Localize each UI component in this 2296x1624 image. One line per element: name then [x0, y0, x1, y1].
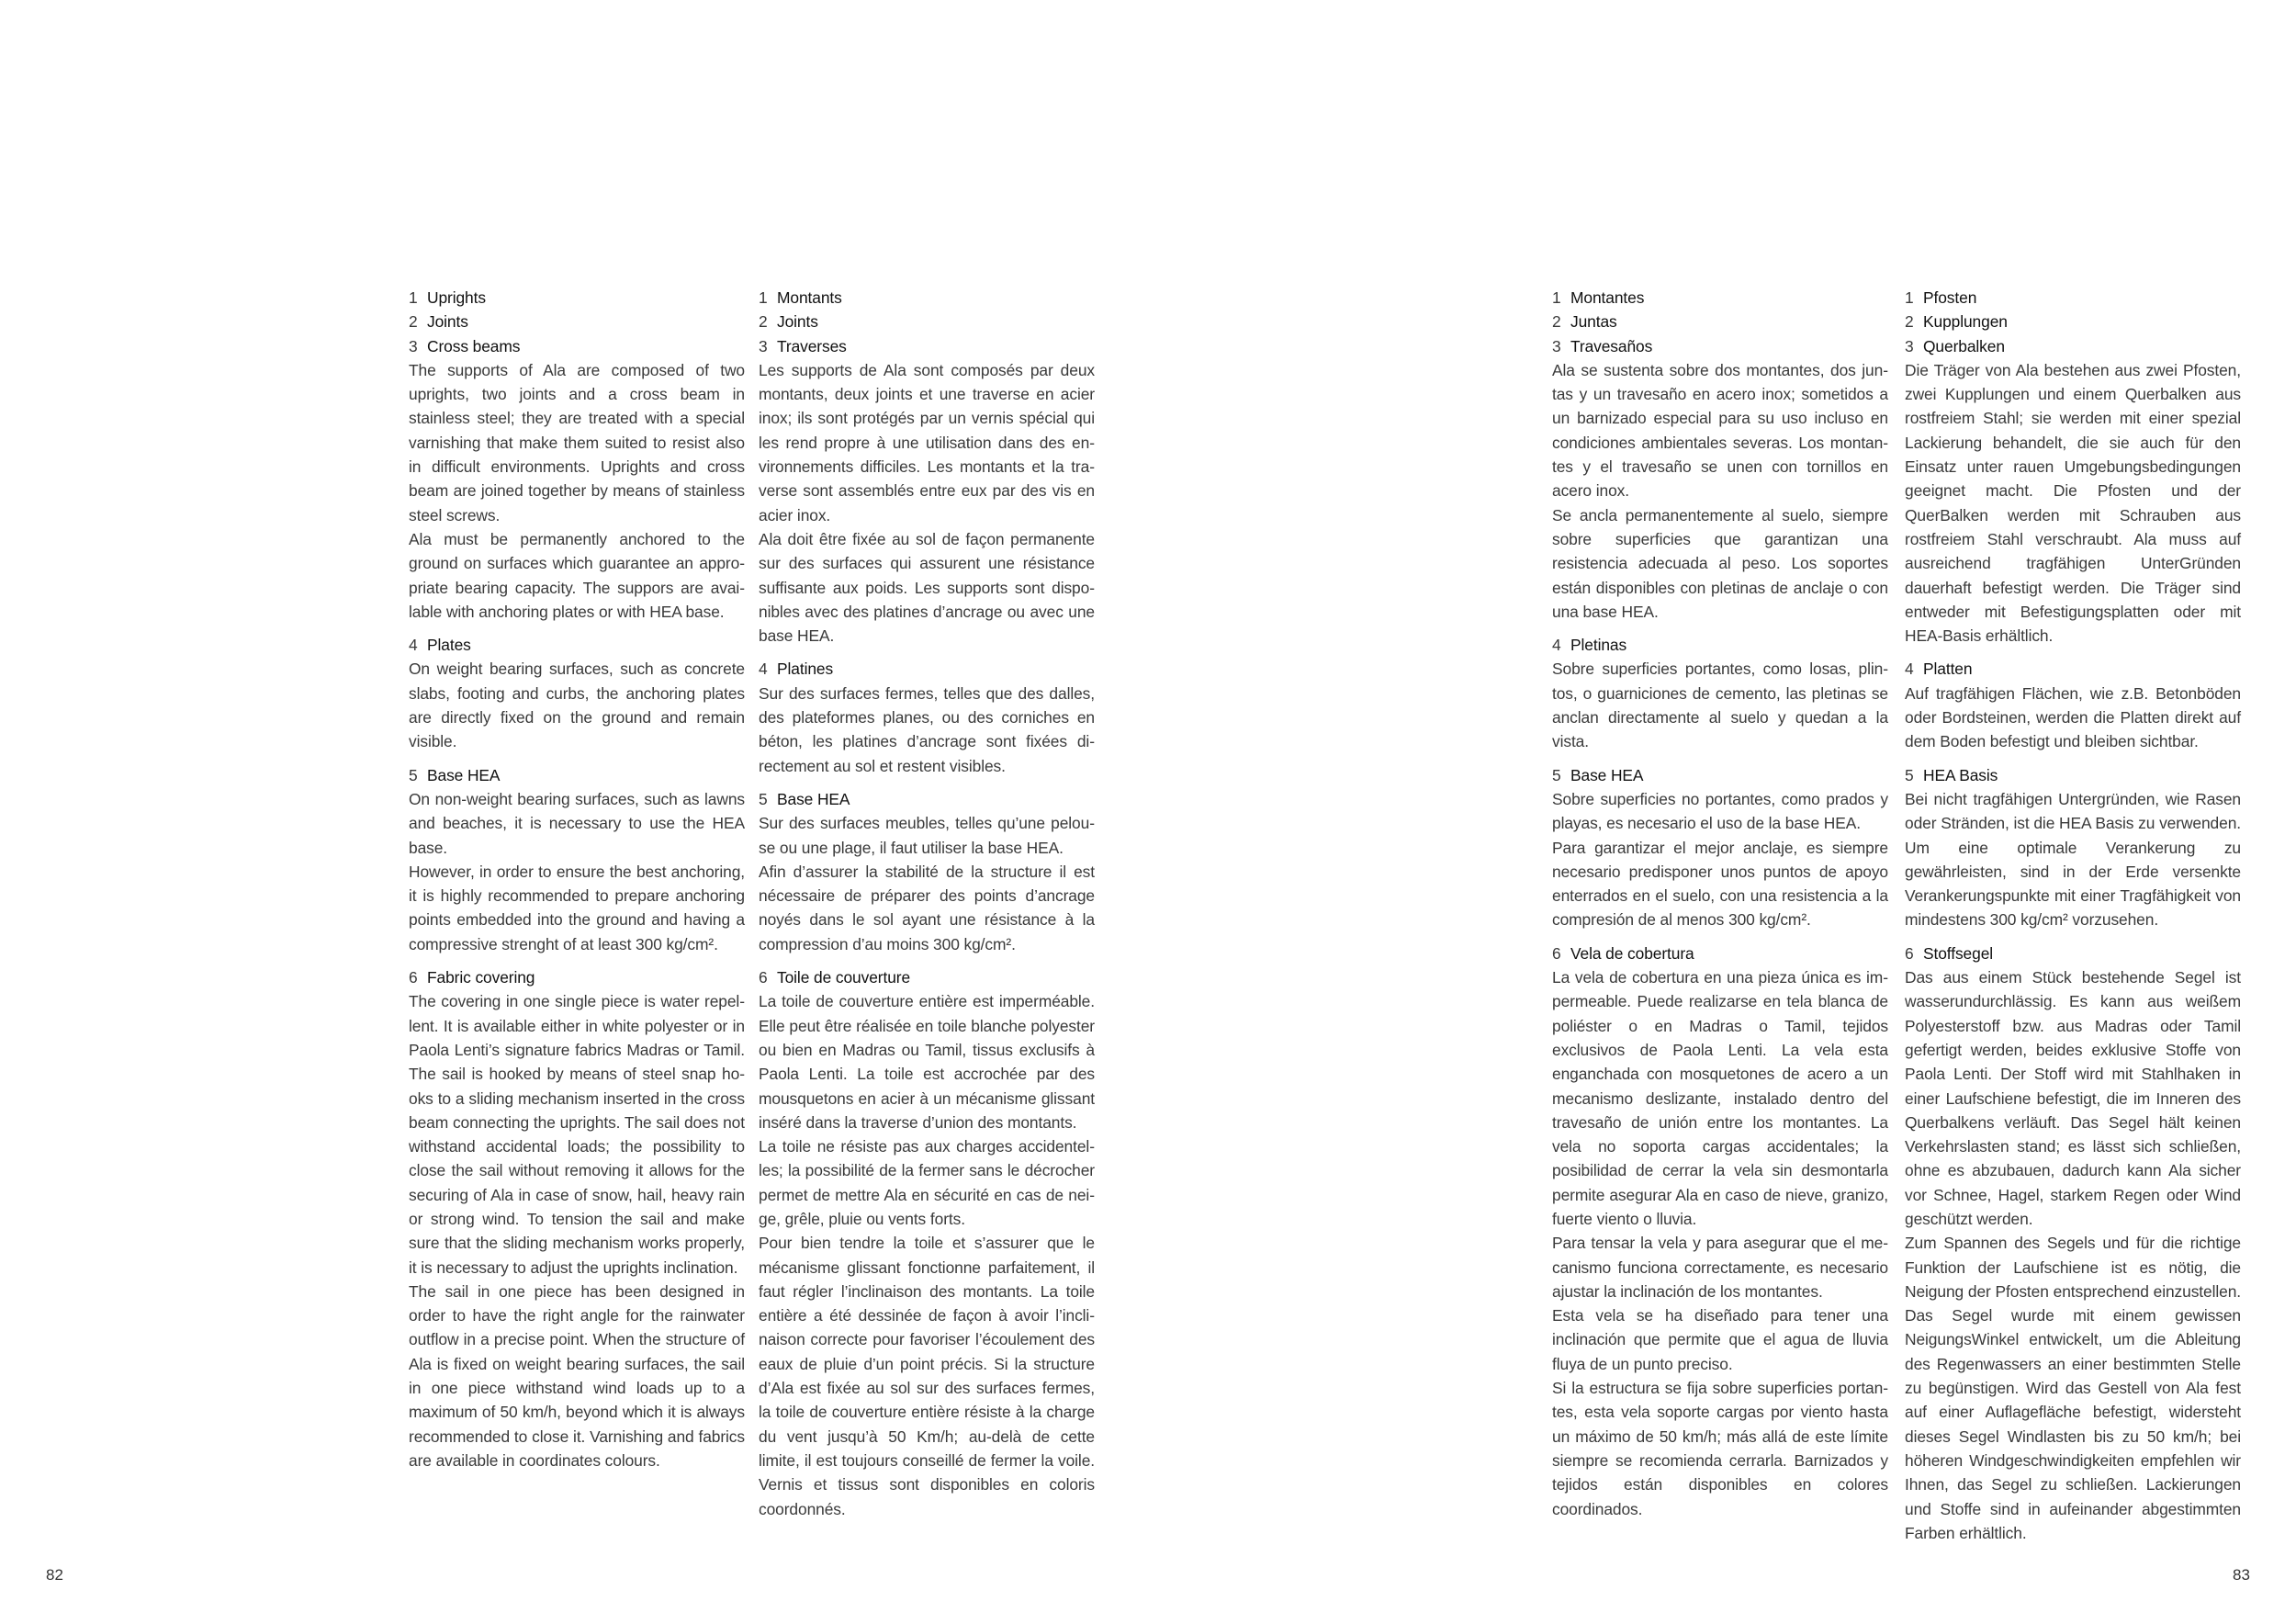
section-hea-basis	[1905, 763, 2241, 932]
section-heading: 5 Base HEA	[759, 789, 850, 808]
paragraph: Sobre superficies no portantes, como prados y playas, es necesario el uso de la base HEA.	[1552, 789, 1888, 833]
components-list	[759, 286, 1095, 358]
section-vela-de-cobertura	[1552, 942, 1888, 1521]
section-base-hea	[1552, 763, 1888, 932]
paragraph: On weight bearing surfaces, such as concrete slabs, footing and curbs, the anchoring plates are directly fixed on the ground and remain visible.	[409, 660, 745, 751]
section-heading: 6 Stoffsegel	[1905, 943, 1994, 963]
paragraph: Sobre superficies portantes, como losas, plintos, o guarniciones de cemento, las pletinas se anclan directamente al suelo y quedan a la vista.	[1552, 660, 1888, 751]
component-heading: 3 Querbalken	[1905, 336, 2005, 355]
column-french	[759, 286, 1095, 1521]
components-list	[409, 286, 745, 358]
section-pletinas	[1552, 633, 1888, 753]
section-base-hea	[409, 763, 745, 956]
component-heading: 1 Montantes	[1552, 288, 1645, 307]
section-platten	[1905, 657, 2241, 753]
component-heading: 1 Pfosten	[1905, 288, 1977, 307]
component-heading: 3 Traverses	[759, 336, 847, 355]
section-heading: 5 Base HEA	[1552, 765, 1644, 784]
components-list	[1905, 286, 2241, 358]
section-toile-de-couverture	[759, 965, 1095, 1521]
component-heading: 2 Kupplungen	[1905, 312, 2008, 332]
page-number-left: 82	[46, 1566, 63, 1584]
section-heading: 4 Plates	[409, 636, 471, 655]
paragraph: The sail in one piece has been designed in order to have the right angle for the rainwater outflow in a precise point. When the structure of Ala is fixed on weight bearing surfaces, the sail in one piece withstand wind loads up to a maximum of 50 km/h, beyond which it is always recommended to close it. Varnishing and fabrics are available in coordinates colours.	[409, 1281, 745, 1470]
column-spanish	[1552, 286, 1888, 1521]
paragraph: Das aus einem Stück bestehende Segel ist wasserundurchlässig. Es kann aus weißem Polyesterstoff bzw. aus Madras oder Tamil gefertigt werden, beides exklusive Stoffe von Paola Lenti. Der Stoff wird mit Stahlhaken in einer Laufschiene befestigt, die im Inneren des Querbalkens verläuft. Das Segel hält keinen Verkehrslasten stand; es lässt sich schließen, ohne es abzubauen, dadurch kann Ala sicher vor Schnee, Hagel, starkem Regen oder Wind geschützt werden.	[1905, 968, 2241, 1228]
paragraph: Zum Spannen des Segels und für die richtige Funktion der Laufschiene ist es nötig, die Neigung der Pfosten entsprechend einzustellen. Das Segel wurde mit einem gewissen NeigungsWinkel entwickelt, um die Ableitung des Regenwassers an einer bestimmten Stelle zu begünstigen. Wird das Gestell von Ala fest auf einer Auflagefläche befestigt, widersteht dieses Segel Windlasten bis zu 50 km/h; bei höheren Windgeschwindigkeiten empfehlen wir Ihnen, das Segel zu schließen. Lackierungen und Stoffe sind in aufeinander abgestimmten Farben erhältlich.	[1905, 1234, 2241, 1542]
section-heading: 5 Base HEA	[409, 765, 501, 784]
paragraph: Se ancla permanentemente al suelo, siempre sobre superficies que garantizan una resistencia adecuada al peso. Los soportes están disponibles con pletinas de anclaje o con una base HEA.	[1552, 505, 1888, 621]
section-heading: 4 Platten	[1905, 660, 1973, 679]
paragraph: The covering in one single piece is water repellent. It is available either in white polyester or in Paola Lenti’s signature fabrics Madras or Tamil. The sail is hooked by means of steel snap hooks to a sliding mechanism inserted in the cross beam connecting the uprights. The sail does not withstand accidental loads; the possibility to close the sail without removing it allows for the securing of Ala in case of snow, hail, heavy rain or strong wind. To tension the sail and make sure that the sliding mechanism works properly, it is necessary to adjust the uprights inclination.	[409, 992, 745, 1277]
paragraph: The supports of Ala are composed of two uprights, two joints and a cross beam in stainless steel; they are treated with a special varnishing that make them suited to resist also in difficult environments. Uprights and cross beam are joined together by means of stainless steel screws.	[409, 360, 745, 524]
components-list	[1552, 286, 1888, 358]
page-number-right: 83	[2233, 1566, 2250, 1584]
section-heading: 6 Vela de cobertura	[1552, 943, 1694, 963]
paragraph: Sur des surfaces meubles, telles qu’une pelouse ou une plage, il faut utiliser la base HEA.	[759, 814, 1095, 857]
paragraph: Auf tragfähigen Flächen, wie z.B. Betonböden oder Bordsteinen, werden die Platten direkt auf dem Boden befestigt und bleiben sichtbar.	[1905, 683, 2241, 751]
component-heading: 2 Joints	[759, 312, 818, 332]
section-platines	[759, 657, 1095, 777]
column-german	[1905, 286, 2241, 1545]
paragraph: Sur des surfaces fermes, telles que des dalles, des plateformes planes, ou des corniches en béton, les platines d’ancrage sont fixées directement au sol et restent visibles.	[759, 683, 1095, 775]
component-heading: 3 Cross beams	[409, 336, 521, 355]
paragraph: Bei nicht tragfähigen Untergründen, wie Rasen oder Stränden, ist die HEA Basis zu verwenden. Um eine optimale Verankerung zu gewährleisten, sind in der Erde versenkte Verankerungspunkte mit einer Tragfähigkeit von mindestens 300 kg/cm² vorzusehen.	[1905, 789, 2241, 930]
paragraph: Die Träger von Ala bestehen aus zwei Pfosten, zwei Kupplungen und einem Querbalken aus rostfreiem Stahl; sie werden mit einer spezial Lackierung behandelt, die sie auch für den Einsatz unter rauen Umgebungsbedingungen geeignet macht. Die Pfosten und der QuerBalken werden mit Schrauben aus rostfreiem Stahl verschraubt. Ala muss auf ausreichend tragfähigen UnterGründen dauerhaft befestigt werden. Die Träger sind entweder mit Befestigungsplatten oder mit HEA-Basis erhältlich.	[1905, 360, 2241, 646]
section-stoffsegel	[1905, 942, 2241, 1545]
section-heading: 4 Pletinas	[1552, 636, 1627, 655]
section-fabric-covering	[409, 965, 745, 1472]
component-heading: 1 Montants	[759, 288, 842, 307]
section-heading: 5 HEA Basis	[1905, 765, 1998, 784]
paragraph: However, in order to ensure the best anchoring, it is highly recommended to prepare anchoring points embedded into the ground and having a compressive strenght of at least 300 kg/cm².	[409, 862, 745, 953]
section-plates	[409, 633, 745, 753]
paragraph: Afin d’assurer la stabilité de la structure il est nécessaire de préparer des points d’ancrage noyés dans le sol ayant une résistance à la compression d’au moins 300 kg/cm².	[759, 862, 1095, 953]
paragraph: Si la estructura se fija sobre superficies portantes, esta vela soporte cargas por viento hasta un máximo de 50 km/h; más allá de este límite siempre se recomienda cerrarla. Barnizados y tejidos están disponibles en colores coordinados.	[1552, 1379, 1888, 1518]
paragraph: Esta vela se ha diseñado para tener una inclinación que permite que el agua de lluvia fluya de un punto preciso.	[1552, 1306, 1888, 1373]
component-heading: 3 Travesaños	[1552, 336, 1653, 355]
section-heading: 6 Toile de couverture	[759, 968, 911, 987]
component-heading: 2 Juntas	[1552, 312, 1617, 332]
column-english	[409, 286, 745, 1472]
paragraph: Para garantizar el mejor anclaje, es siempre necesario predisponer unos puntos de apoyo enterrados en el suelo, con una resistencia a la compresión de al menos 300 kg/cm².	[1552, 838, 1888, 930]
paragraph: On non-weight bearing surfaces, such as lawns and beaches, it is necessary to use the HEA base.	[409, 789, 745, 857]
paragraph: Pour bien tendre la toile et s’assurer que le mécanisme glissant fonctionne parfaitement, il faut régler l’inclinaison des montants. La toile entière a été dessinée de façon à avoir l’inclinaison correcte pour favoriser l’écoulement des eaux de pluie d’un point précis. Si la structure d’Ala est fixée au sol sur des surfaces fermes, la toile de couverture entière résiste à la charge du vent jusqu’à 50 Km/h; au-delà de cette limite, il est toujours conseillé de fermer la voile. Vernis et tissus sont disponibles en coloris coordonnés.	[759, 1234, 1095, 1518]
paragraph: Para tensar la vela y para asegurar que el mecanismo funciona correctamente, es necesario ajustar la inclinación de los montantes.	[1552, 1234, 1888, 1301]
paragraph: Ala se sustenta sobre dos montantes, dos juntas y un travesaño en acero inox; sometidos a un barnizado especial para su uso incluso en condiciones ambientales severas. Los montantes y el travesaño se unen con tornillos en acero inox.	[1552, 360, 1888, 501]
paragraph: La vela de cobertura en una pieza única es impermeable. Puede realizarse en tela blanca de poliéster o en Madras o Tamil, tejidos exclusivos de Paola Lenti. La vela esta enganchada con mosquetones de acero a un mecanismo deslizante, instalado dentro del travesaño de unión entre los montantes. La vela no soporta cargas accidentales; la posibilidad de cerrar la vela sin desmontarla permite asegurar Ala en caso de nieve, granizo, fuerte viento o lluvia.	[1552, 968, 1888, 1228]
component-heading: 2 Joints	[409, 312, 468, 332]
paragraph: Ala must be permanently anchored to the ground on surfaces which guarantee an appropriate bearing capacity. The suppors are available with anchoring plates or with HEA base.	[409, 529, 745, 621]
section-base-hea	[759, 787, 1095, 956]
paragraph: Les supports de Ala sont composés par deux montants, deux joints et une traverse en acier inox; ils sont protégés par un vernis spécial qui les rend propre à une utilisation dans des environnements difficiles. Les montants et la traverse sont assemblés entre eux par des vis en acier inox.	[759, 360, 1095, 524]
section-heading: 6 Fabric covering	[409, 968, 535, 987]
paragraph: La toile de couverture entière est imperméable. Elle peut être réalisée en toile blanche polyester ou bien en Madras ou Tamil, tissus exclusifs à Paola Lenti. La toile est accrochée par des mousquetons en acier à un mécanisme glissant inséré dans la traverse d’union des montants.	[759, 992, 1095, 1132]
paragraph: Ala doit être fixée au sol de façon permanente sur des surfaces qui assurent une résistance suffisante aux poids. Les supports sont disponibles avec des platines d’ancrage ou avec une base HEA.	[759, 529, 1095, 646]
section-heading: 4 Platines	[759, 660, 834, 679]
component-heading: 1 Uprights	[409, 288, 486, 307]
paragraph: La toile ne résiste pas aux charges accidentelles; la possibilité de la fermer sans le décrocher permet de mettre Ala en sécurité en cas de neige, grêle, pluie ou vents forts.	[759, 1137, 1095, 1228]
